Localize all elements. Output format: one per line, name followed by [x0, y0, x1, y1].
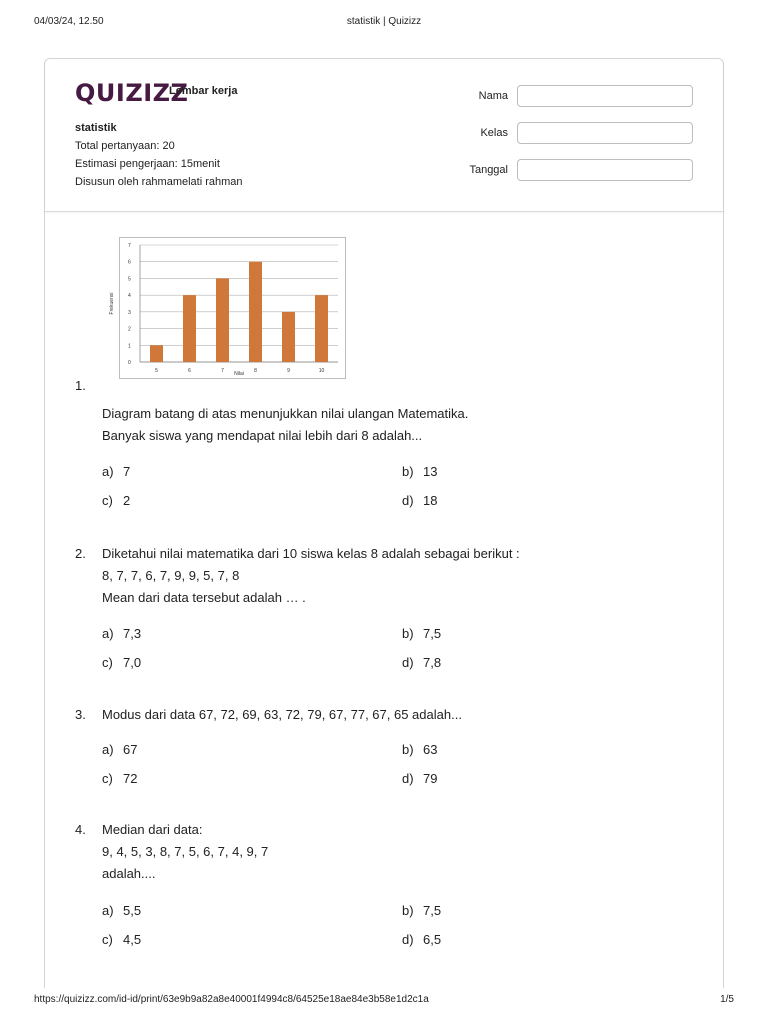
option-letter: d): [402, 493, 414, 508]
option-text: 72: [123, 771, 138, 786]
worksheet-type-label: Lembar kerja: [169, 85, 238, 97]
option-c[interactable]: [102, 770, 137, 788]
total-questions: Total pertanyaan: 20: [75, 140, 175, 152]
field-row-nama: [443, 85, 693, 122]
bar-5: [150, 345, 163, 362]
option-a[interactable]: [102, 741, 137, 759]
y-tick-label: 6: [128, 259, 131, 266]
question-text-line: Banyak siswa yang mendapat nilai lebih dari 8 adalah...: [102, 428, 423, 443]
field-row-kelas: [443, 122, 693, 159]
y-tick-label: 5: [128, 276, 131, 283]
option-letter: a): [102, 626, 114, 641]
bar-9: [282, 312, 295, 362]
option-letter: d): [402, 932, 414, 947]
option-text: 6,5: [423, 932, 442, 947]
bar-10: [315, 295, 328, 362]
bar-6: [183, 295, 196, 362]
option-b[interactable]: [402, 463, 437, 481]
tanggal-input[interactable]: [517, 159, 693, 181]
worksheet-title: statistik: [75, 122, 117, 134]
kelas-label: Kelas: [480, 127, 508, 139]
y-tick-label: 7: [128, 243, 131, 249]
x-tick-label: 10: [318, 368, 325, 374]
print-page-title: statistik | Quizizz: [346, 16, 422, 27]
option-text: 7,5: [423, 626, 442, 641]
option-c[interactable]: [102, 931, 141, 949]
kelas-input[interactable]: [517, 122, 693, 144]
option-a[interactable]: [102, 463, 130, 481]
question-text-line: Mean dari data tersebut adalah … .: [102, 590, 306, 605]
option-text: 7,5: [423, 903, 442, 918]
worksheet-sheet: [44, 58, 724, 988]
question-number: 2.: [75, 546, 86, 561]
time-estimate: Estimasi pengerjaan: 15menit: [75, 158, 220, 170]
nama-label: Nama: [478, 90, 508, 102]
option-text: 7,3: [123, 626, 142, 641]
option-d[interactable]: [402, 931, 441, 949]
y-tick-label: 3: [128, 309, 131, 316]
option-b[interactable]: [402, 741, 437, 759]
option-text: 67: [123, 742, 138, 757]
option-text: 13: [423, 464, 438, 479]
x-tick-label: 8: [254, 368, 257, 374]
x-tick-label: 5: [155, 368, 158, 374]
print-datetime: 04/03/24, 12.50: [34, 16, 104, 27]
option-letter: b): [402, 742, 414, 757]
option-a[interactable]: [102, 902, 141, 920]
option-b[interactable]: [402, 902, 441, 920]
option-letter: a): [102, 742, 114, 757]
x-tick-label: 7: [221, 368, 224, 374]
option-text: 5,5: [123, 903, 142, 918]
bar-chart: [109, 237, 346, 379]
print-page-number: 1/5: [720, 994, 734, 1005]
student-fields: [443, 85, 693, 196]
bar-8: [249, 262, 262, 362]
option-letter: b): [402, 903, 414, 918]
question-text-line: Median dari data:: [102, 822, 203, 837]
bar-chart-svg: [109, 238, 345, 378]
option-letter: b): [402, 464, 414, 479]
question-text-line: 8, 7, 7, 6, 7, 9, 9, 5, 7, 8: [102, 568, 240, 583]
question-text-line: Diagram batang di atas menunjukkan nilai ulangan Matematika.: [102, 406, 469, 421]
option-d[interactable]: [402, 654, 441, 672]
option-c[interactable]: [102, 492, 130, 510]
option-text: 79: [423, 771, 438, 786]
worksheet-meta: [75, 119, 243, 191]
option-letter: b): [402, 626, 414, 641]
option-text: 63: [423, 742, 438, 757]
question-text-line: Modus dari data 67, 72, 69, 63, 72, 79, 67, 77, 67, 65 adalah...: [102, 707, 462, 722]
tanggal-label: Tanggal: [469, 164, 508, 176]
option-d[interactable]: [402, 492, 437, 510]
question-text-line: adalah....: [102, 866, 156, 881]
option-letter: c): [102, 771, 113, 786]
option-text: 7: [123, 464, 131, 479]
option-letter: a): [102, 464, 114, 479]
option-text: 7,8: [423, 655, 442, 670]
option-letter: d): [402, 655, 414, 670]
y-tick-label: 2: [128, 326, 131, 333]
y-tick-label: 1: [128, 343, 131, 350]
nama-input[interactable]: [517, 85, 693, 107]
option-letter: c): [102, 932, 113, 947]
option-letter: c): [102, 493, 113, 508]
option-letter: d): [402, 771, 414, 786]
option-a[interactable]: [102, 625, 141, 643]
option-d[interactable]: [402, 770, 437, 788]
worksheet-header: [45, 59, 723, 212]
question-number: 4.: [75, 822, 86, 837]
option-letter: c): [102, 655, 113, 670]
option-text: 4,5: [123, 932, 142, 947]
option-b[interactable]: [402, 625, 441, 643]
author: Disusun oleh rahmamelati rahman: [75, 176, 243, 188]
x-tick-label: 9: [287, 368, 290, 374]
question-number: 3.: [75, 707, 86, 722]
option-text: 2: [123, 493, 131, 508]
bar-7: [216, 278, 229, 362]
x-axis-title: Nilai: [234, 371, 244, 377]
print-footer: [34, 994, 734, 1008]
print-url: https://quizizz.com/id-id/print/63e9b9a82a8e40001f4994c8/64525e18ae84e3b58e1d2c1a: [34, 994, 429, 1005]
quizizz-logo: QUIZIZZ: [75, 79, 189, 107]
y-axis-title: Frekuensi: [109, 292, 115, 315]
field-row-tanggal: [443, 159, 693, 196]
y-tick-label: 0: [128, 360, 131, 366]
option-letter: a): [102, 903, 114, 918]
question-text-line: 9, 4, 5, 3, 8, 7, 5, 6, 7, 4, 9, 7: [102, 844, 269, 859]
option-text: 7,0: [123, 655, 142, 670]
question-number: 1.: [75, 378, 86, 393]
option-text: 18: [423, 493, 438, 508]
y-tick-label: 4: [128, 293, 131, 300]
x-tick-label: 6: [188, 368, 191, 374]
question-text-line: Diketahui nilai matematika dari 10 siswa kelas 8 adalah sebagai berikut :: [102, 546, 520, 561]
option-c[interactable]: [102, 654, 141, 672]
print-header: [34, 16, 734, 30]
